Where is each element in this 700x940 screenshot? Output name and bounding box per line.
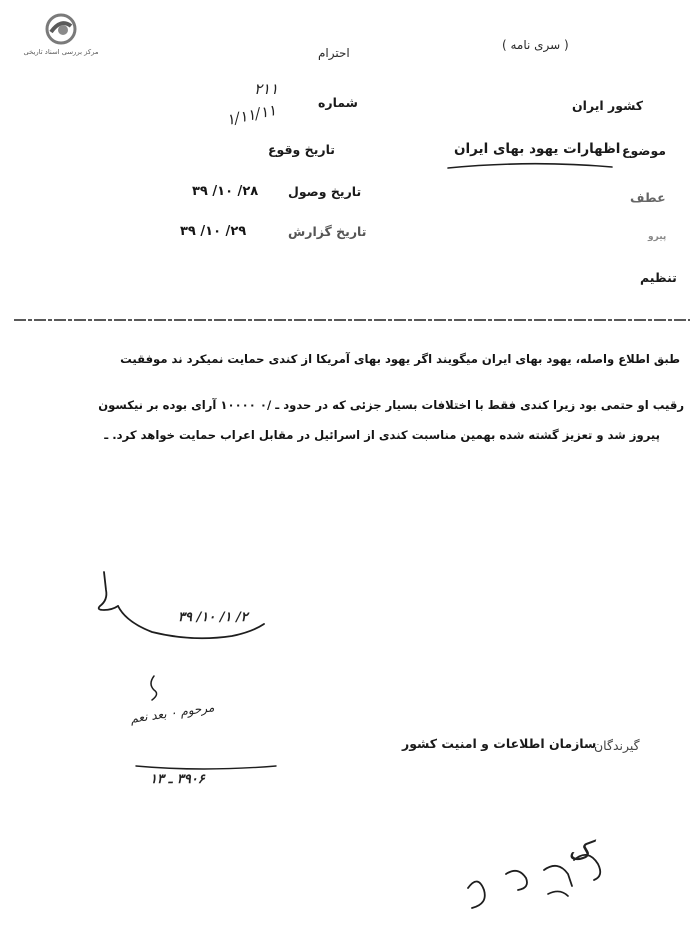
body-line-1: طبق اطلاع واصله، یهود بهای ایران میگویند اگر یهود بهای آمریکا از کندی حمایت نمیکرد ند موفقیت — [120, 352, 680, 366]
enclosure-label: عطف — [630, 190, 666, 205]
secret-header-label: ( سری نامه ) — [502, 38, 569, 52]
distribution-value: سازمان اطلاعات و امنیت کشور — [402, 736, 597, 751]
handwritten-stroke — [92, 566, 272, 646]
signature-mark: ک — [568, 836, 592, 866]
body-line-2: رقیب او حتمی بود زیرا کندی فقط با اختلافات بسیار جزئی که در حدود ـ /۰ ۱۰۰۰۰ آرای بوده بر نیکسون — [98, 398, 684, 412]
date-received-label: تاریخ وصول — [288, 184, 362, 199]
handwritten-file-note: مرحوم ۰ بعد نعم — [129, 700, 216, 726]
signature — [448, 830, 648, 920]
urgent-header-label: احترام — [318, 46, 350, 60]
recipient-field: کشور ایران — [572, 98, 644, 113]
body-line-3: پیروز شد و تعزیز گشته شده بهمین مناسبت کندی از اسرائیل در مقابل اعراب حمایت خواهد کرد. ـ — [104, 428, 660, 442]
date-report-value: ۲۹/ ۱۰/ ۳۹ — [180, 224, 247, 239]
date-event-label: تاریخ وقوع — [268, 142, 335, 157]
handwritten-code: ۳۹۰۶ ـ ۱۳ — [150, 772, 205, 787]
handwritten-mark — [144, 674, 168, 704]
handwritten-date: ۲/ ۱/ ۱۰/ ۳۹ — [178, 610, 248, 625]
number-value: ۲۱۱ — [254, 80, 279, 98]
date-report-label: تاریخ گزارش — [288, 224, 367, 239]
date-received-value: ۲۸/ ۱۰/ ۳۹ — [192, 184, 259, 199]
header-divider — [14, 316, 694, 326]
number-date: ۱/۱۱/۱۱ — [224, 100, 278, 130]
copy-label: تنظیم — [640, 270, 677, 285]
archive-logo — [16, 12, 106, 62]
subject-value: اظهارات یهود بهای ایران — [454, 141, 621, 157]
distribution-label: گیرندگان — [594, 738, 640, 753]
subject-underline — [440, 158, 620, 174]
archive-logo-text: مرکز بررسی اسناد تاریخی — [23, 48, 99, 56]
number-label: شماره — [318, 95, 358, 110]
ref-label: پیرو — [648, 232, 667, 242]
archive-emblem-icon — [44, 12, 78, 46]
subject-label: موضوع — [622, 143, 667, 158]
